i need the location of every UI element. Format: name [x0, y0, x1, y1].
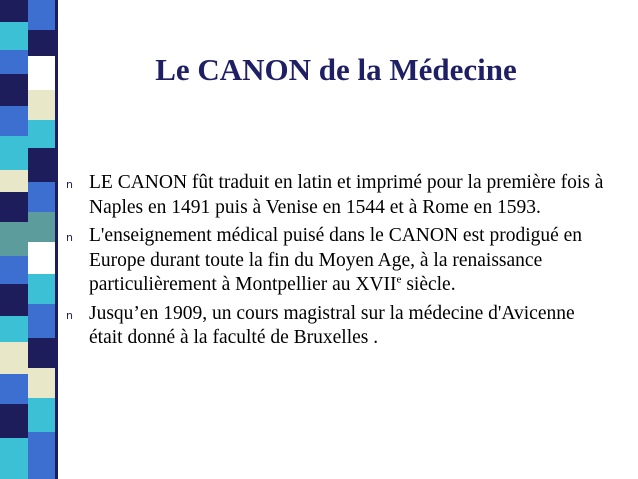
bullet-marker: n: [66, 178, 73, 191]
bullet-item: [66, 302, 606, 351]
stripe-block: [0, 256, 28, 284]
bullet-marker: n: [66, 308, 73, 322]
stripe-block: [28, 212, 55, 242]
superscript: e: [396, 273, 402, 286]
stripe-block: [0, 22, 28, 50]
stripe-block: [0, 136, 28, 170]
stripe-block: [28, 398, 55, 432]
stripe-block: [28, 148, 55, 182]
bullet-text: Jusqu’en 1909, un cours magistral sur la médecine d'Avicenne était donné à la faculté de Bruxelles .: [89, 302, 575, 348]
stripe-block: [0, 374, 28, 404]
stripe-block: [0, 222, 28, 256]
stripe-block: [28, 304, 55, 338]
stripe-block: [0, 342, 28, 374]
stripe-block: [28, 56, 55, 90]
stripe-block: [0, 50, 28, 74]
stripe-block: [0, 74, 28, 106]
stripe-block: [28, 432, 55, 479]
bullet-text: [89, 224, 606, 298]
bullet-text-part: siècle.: [401, 274, 456, 295]
stripe-block: [0, 106, 28, 136]
stripe-block: [28, 274, 55, 304]
stripe-block: [28, 0, 55, 30]
stripe-block: [0, 438, 28, 479]
stripe-block: [0, 192, 28, 222]
stripe-edge-line: [55, 0, 58, 479]
stripe-block: [28, 242, 55, 274]
bullet-text: LE CANON fût traduit en latin et imprimé pour la première fois à Naples en 1491 puis à Venise en 1544 et à Rome en 1593.: [89, 172, 604, 218]
stripe-block: [0, 404, 28, 438]
stripe-block: [28, 120, 55, 148]
bullet-marker: n: [66, 231, 73, 244]
bullet-text-part: L'enseignement médical puisé dans le CANON est prodigué en Europe durant toute la fin du Moyen Age, à la renaissance particulièrement à Montpellier au XVII: [89, 225, 583, 295]
stripe-block: [0, 284, 28, 316]
stripe-block: [28, 182, 55, 212]
stripe-block: [28, 368, 55, 398]
decorative-stripe: [0, 0, 58, 479]
slide-title: Le CANON de la Médecine: [155, 52, 517, 87]
stripe-block: [28, 338, 55, 368]
stripe-block: [28, 90, 55, 120]
stripe-block: [0, 316, 28, 342]
stripe-block: [0, 170, 28, 192]
stripe-block: [0, 0, 28, 22]
bullet-item: [66, 224, 606, 298]
bullet-list: [66, 171, 606, 355]
stripe-block: [28, 30, 55, 56]
bullet-item: [66, 171, 606, 220]
